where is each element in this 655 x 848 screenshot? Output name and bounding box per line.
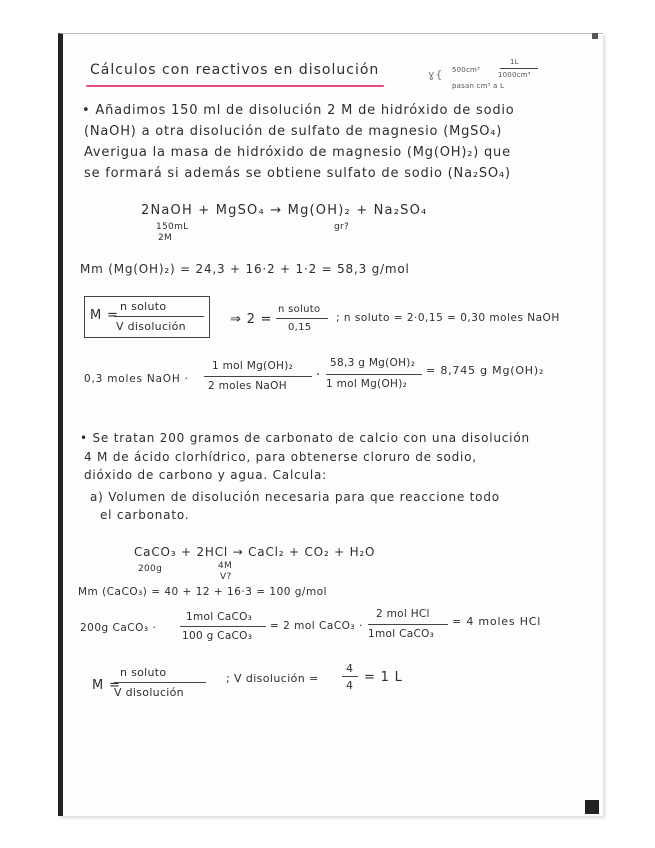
fraction-bar [500, 68, 538, 69]
conversion-result: = 4 moles HCl [452, 615, 542, 628]
reaction-annotation: 150mL [156, 222, 189, 232]
reaction-annotation: 200g [138, 564, 163, 574]
problem1-molar-mass: Mm (Mg(OH)₂) = 24,3 + 16·2 + 1·2 = 58,3 g/mol [80, 262, 410, 276]
volume-numerator: 4 [346, 662, 354, 675]
fraction-bar [342, 676, 358, 677]
problem2-part-a: a) Volumen de disolución necesaria para que reaccione todo [90, 490, 500, 504]
formula-numerator: n soluto [120, 300, 167, 313]
reaction-annotation: 2M [158, 233, 173, 243]
problem2-molar-mass: Mm (CaCO₃) = 40 + 12 + 16·3 = 100 g/mol [78, 586, 328, 598]
side-note-top: 500cm³ [452, 66, 481, 74]
problem2-line: dióxido de carbono y agua. Calcula: [84, 468, 328, 482]
fraction-bar [368, 624, 448, 625]
formula-denominator: V disolución [116, 320, 186, 333]
formula-denominator: V disolución [114, 686, 184, 699]
formula-numerator: n soluto [278, 304, 321, 315]
fraction-bar [114, 682, 206, 683]
conversion-numerator: 58,3 g Mg(OH)₂ [330, 357, 416, 369]
conversion-denominator: 1mol CaCO₃ [368, 628, 435, 640]
fraction-bar [276, 318, 328, 319]
fraction-bar [114, 316, 204, 317]
volume-label: ; V disolución = [226, 672, 319, 685]
page-corner-mark [585, 800, 599, 814]
problem1-line: (NaOH) a otra disolución de sulfato de magnesio (MgSO₄) [84, 124, 503, 139]
problem1-line: • Añadimos 150 ml de disolución 2 M de hidróxido de sodio [82, 103, 515, 118]
fraction-bar [204, 376, 312, 377]
side-note-frac-top: 1L [510, 58, 519, 66]
formula-label: M = [92, 678, 121, 693]
conversion-denominator: 2 moles NaOH [208, 380, 287, 392]
formula-substitution: ⇒ 2 = [230, 312, 273, 327]
side-note-brace: ɣ{ [428, 68, 444, 81]
volume-denominator: 4 [346, 679, 354, 692]
problem2-line: • Se tratan 200 gramos de carbonato de calcio con una disolución [80, 431, 530, 445]
formula-label: M = [90, 308, 119, 323]
conversion-numerator: 2 mol HCl [376, 608, 430, 620]
reaction-annotation: gr? [334, 222, 350, 232]
reaction-annotation: V? [220, 572, 232, 582]
problem1-line: Averigua la masa de hidróxido de magnesio (Mg(OH)₂) que [84, 145, 511, 160]
conversion-numerator: 1 mol Mg(OH)₂ [212, 360, 294, 372]
formula-result: ; n soluto = 2·0,15 = 0,30 moles NaOH [336, 312, 560, 324]
side-note-bottom: pasan cm³ a L [452, 82, 505, 90]
problem2-line: 4 M de ácido clorhídrico, para obtenerse cloruro de sodio, [84, 450, 477, 464]
volume-result: = 1 L [364, 670, 403, 685]
conversion-dot: · [316, 368, 321, 383]
conversion-denominator: 100 g CaCO₃ [182, 630, 253, 642]
conversion-start: 200g CaCO₃ · [80, 622, 157, 634]
problem1-line: se formará si además se obtiene sulfato de sodio (Na₂SO₄) [84, 166, 511, 181]
side-note-frac-bottom: 1000cm³ [498, 71, 531, 79]
fraction-bar [326, 374, 422, 375]
problem2-reaction: CaCO₃ + 2HCl → CaCl₂ + CO₂ + H₂O [134, 545, 376, 559]
title-underline [86, 85, 384, 87]
conversion-middle: = 2 mol CaCO₃ · [270, 620, 363, 632]
conversion-numerator: 1mol CaCO₃ [186, 611, 253, 623]
problem2-part-a: el carbonato. [100, 508, 190, 522]
formula-denominator: 0,15 [288, 322, 312, 333]
reaction-annotation: 4M [218, 561, 233, 571]
conversion-denominator: 1 mol Mg(OH)₂ [326, 378, 408, 390]
page-corner-mark [592, 33, 598, 39]
formula-numerator: n soluto [120, 666, 167, 679]
conversion-result: = 8,745 g Mg(OH)₂ [426, 364, 545, 377]
problem1-reaction: 2NaOH + MgSO₄ → Mg(OH)₂ + Na₂SO₄ [141, 203, 428, 218]
page-title: Cálculos con reactivos en disolución [90, 62, 380, 78]
conversion-start: 0,3 moles NaOH · [84, 373, 189, 385]
fraction-bar [180, 626, 266, 627]
